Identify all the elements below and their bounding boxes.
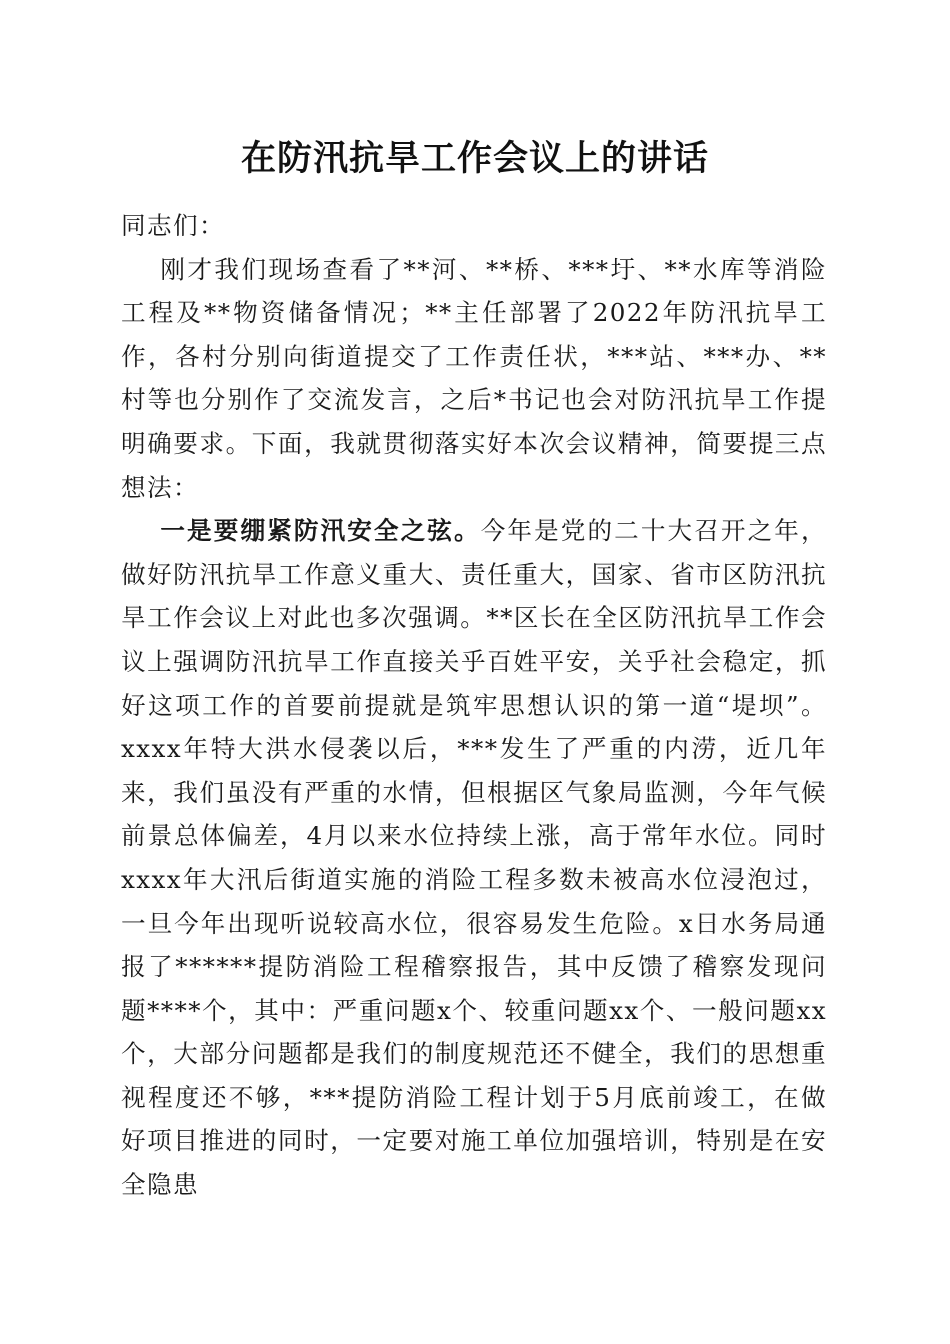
document-body: [121, 204, 827, 1207]
salutation: 同志们：: [121, 211, 225, 240]
intro-paragraph: 刚才我们现场查看了**河、**桥、***圩、**水库等消险工程及**物资储备情况；**主任部署了2022年防汛抗旱工作，各村分别向街道提交了工作责任状，***站、***办、**村等也分别作了交流发言，之后*书记也会对防汛抗旱工作提明确要求。下面，我就贯彻落实好本次会议精神，简要提三点想法：: [121, 254, 827, 502]
point-one-lead: 一是要绷紧防汛安全之弦。: [160, 516, 481, 546]
point-one-body: 今年是党的二十大召开之年，做好防汛抗旱工作意义重大、责任重大，国家、省市区防汛抗旱工作会议上对此也多次强调。**区长在全区防汛抗旱工作会议上强调防汛抗旱工作直接关乎百姓平安，关乎社会稳定，抓好这项工作的首要前提就是筑牢思想认识的第一道“堤坝”。xxxx年特大洪水侵袭以后，***发生了严重的内涝，近几年来，我们虽没有严重的水情，但根据区气象局监测，今年气候前景总体偏差，4月以来水位持续上涨，高于常年水位。同时xxxx年大汛后街道实施的消险工程多数未被高水位浸泡过，一旦今年出现听说较高水位，很容易发生危险。x日水务局通报了******提防消险工程稽察报告，其中反馈了稽察发现问题****个，其中：严重问题x个、较重问题xx个、一般问题xx个，大部分问题都是我们的制度规范还不健全，我们的思想重视程度还不够，***提防消险工程计划于5月底前竣工，在做好项目推进的同时，一定要对施工单位加强培训，特别是在安全隐患: [121, 516, 827, 1200]
page-title: 在防汛抗旱工作会议上的讲话: [240, 138, 709, 179]
point-one-paragraph: [121, 509, 827, 1207]
